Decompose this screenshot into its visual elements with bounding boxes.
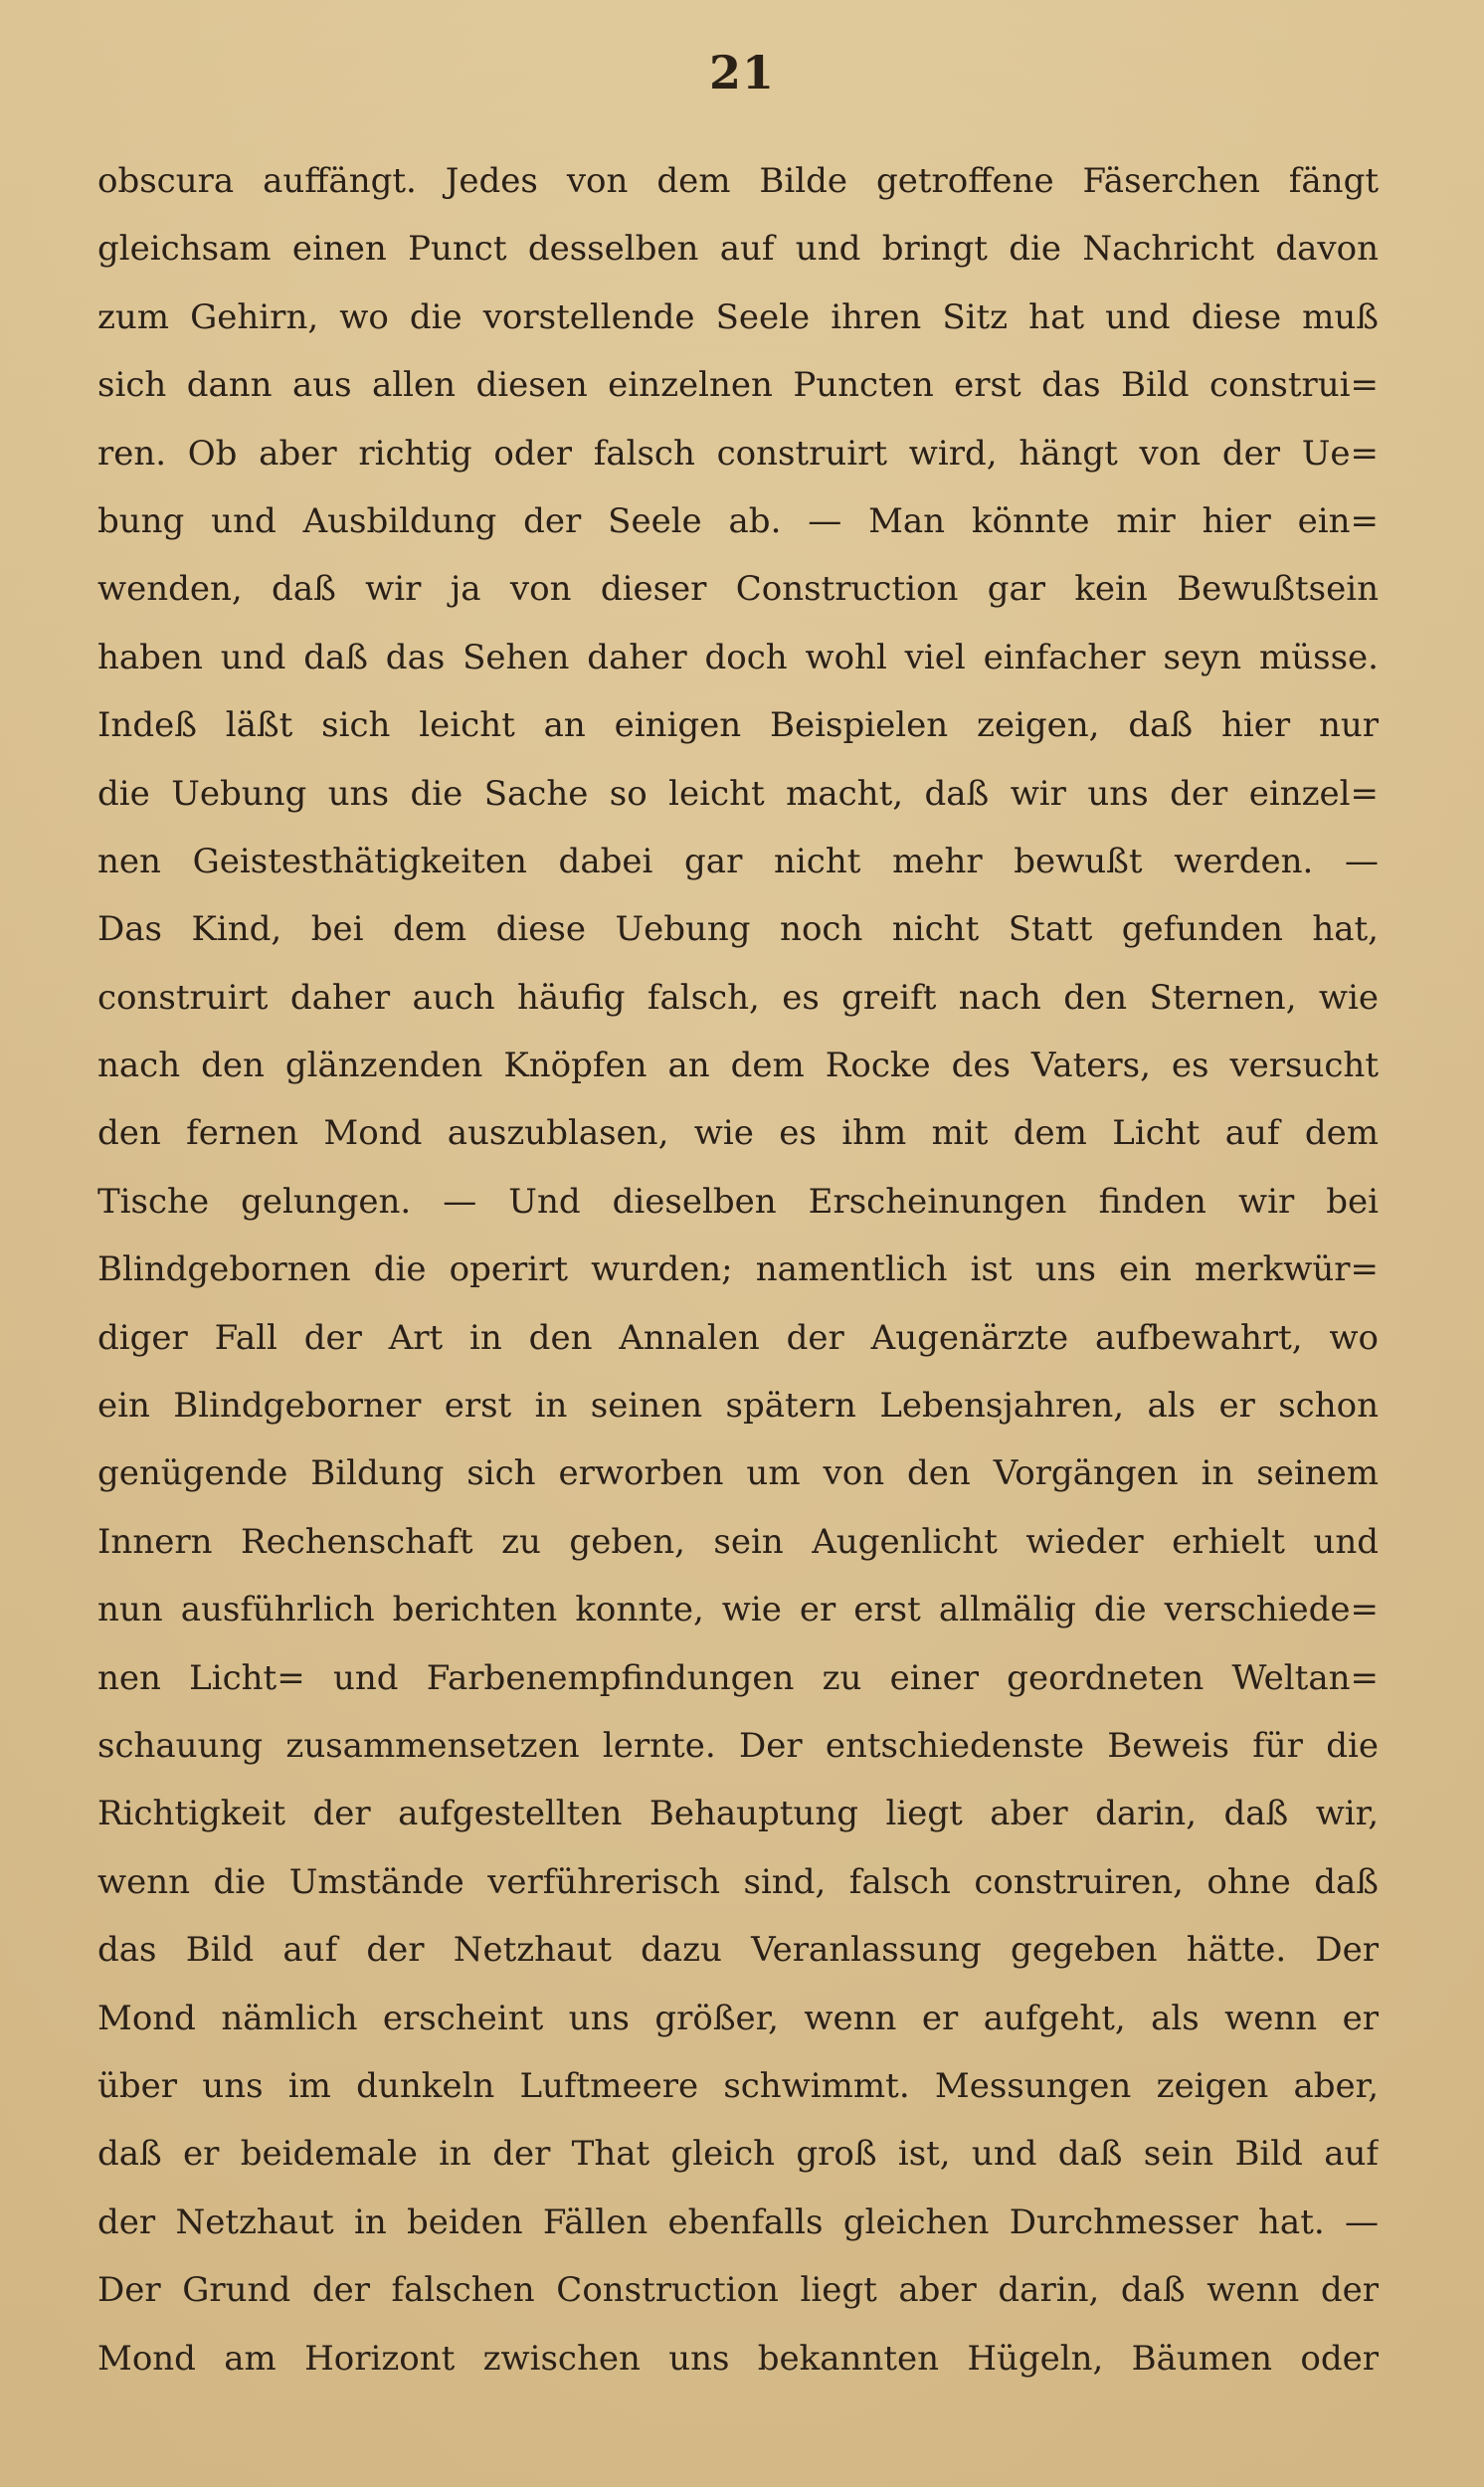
- text-line: die Uebung uns die Sache so leicht macht, daß wir uns der einzel=: [97, 773, 1379, 814]
- text-line: bung und Ausbildung der Seele ab. — Man könnte mir hier ein=: [97, 500, 1379, 541]
- text-line: gleichsam einen Punct desselben auf und bringt die Nachricht davon: [97, 229, 1379, 270]
- text-line: nun ausführlich berichten konnte, wie er erst allmälig die verschiede=: [97, 1590, 1379, 1630]
- body-text: [97, 147, 1379, 2392]
- text-line: Richtigkeit der aufgestellten Behauptung liegt aber darin, daß wir,: [97, 1794, 1379, 1834]
- text-line: ein Blindgeborner erst in seinen spätern Lebensjahren, als er schon: [97, 1386, 1379, 1427]
- text-line: Indeß läßt sich leicht an einigen Beispielen zeigen, daß hier nur: [97, 705, 1379, 746]
- text-line: sich dann aus allen diesen einzelnen Puncten erst das Bild construi=: [97, 365, 1379, 406]
- text-line: haben und daß das Sehen daher doch wohl viel einfacher seyn müsse.: [97, 637, 1379, 677]
- text-line: über uns im dunkeln Luftmeere schwimmt. Messungen zeigen aber,: [97, 2065, 1379, 2106]
- text-line: Mond nämlich erscheint uns größer, wenn er aufgeht, als wenn er: [97, 1998, 1379, 2038]
- text-line: schauung zusammensetzen lernte. Der entschiedenste Beweis für die: [97, 1725, 1379, 1766]
- text-line: das Bild auf der Netzhaut dazu Veranlassung gegeben hätte. Der: [97, 1930, 1379, 1971]
- text-line: nen Geistesthätigkeiten dabei gar nicht mehr bewußt werden. —: [97, 841, 1379, 881]
- text-line: wenn die Umstände verführerisch sind, falsch construiren, ohne daß: [97, 1861, 1379, 1902]
- text-line: nen Licht= und Farbenempfindungen zu einer geordneten Weltan=: [97, 1657, 1379, 1698]
- text-line: Das Kind, bei dem diese Uebung noch nicht Statt gefunden hat,: [97, 909, 1379, 950]
- text-line: diger Fall der Art in den Annalen der Augenärzte aufbewahrt, wo: [97, 1317, 1379, 1358]
- text-line: obscura auffängt. Jedes von dem Bilde getroffene Fäserchen fängt: [97, 161, 1379, 201]
- text-line: daß er beidemale in der That gleich groß ist, und daß sein Bild auf: [97, 2134, 1379, 2175]
- text-line: zum Gehirn, wo die vorstellende Seele ihren Sitz hat und diese muß: [97, 296, 1379, 337]
- text-line: Blindgebornen die operirt wurden; namentlich ist uns ein merkwür=: [97, 1249, 1379, 1290]
- text-line: Der Grund der falschen Construction liegt aber darin, daß wenn der: [97, 2270, 1379, 2311]
- text-line: genügende Bildung sich erworben um von den Vorgängen in seinem: [97, 1453, 1379, 1494]
- page-number: 21: [708, 46, 775, 99]
- text-line: den fernen Mond auszublasen, wie es ihm mit dem Licht auf dem: [97, 1113, 1379, 1154]
- text-line: nach den glänzenden Knöpfen an dem Rocke des Vaters, es versucht: [97, 1046, 1379, 1086]
- text-line: ren. Ob aber richtig oder falsch construirt wird, hängt von der Ue=: [97, 433, 1379, 474]
- text-line: construirt daher auch häufig falsch, es greift nach den Sternen, wie: [97, 977, 1379, 1018]
- text-line: der Netzhaut in beiden Fällen ebenfalls gleichen Durchmesser hat. —: [97, 2201, 1379, 2242]
- text-line: Tische gelungen. — Und dieselben Erscheinungen finden wir bei: [97, 1181, 1379, 1222]
- text-line: Mond am Horizont zwischen uns bekannten Hügeln, Bäumen oder: [97, 2338, 1379, 2379]
- text-line: wenden, daß wir ja von dieser Construction gar kein Bewußtsein: [97, 569, 1379, 610]
- text-line: Innern Rechenschaft zu geben, sein Augenlicht wieder erhielt und: [97, 1521, 1379, 1562]
